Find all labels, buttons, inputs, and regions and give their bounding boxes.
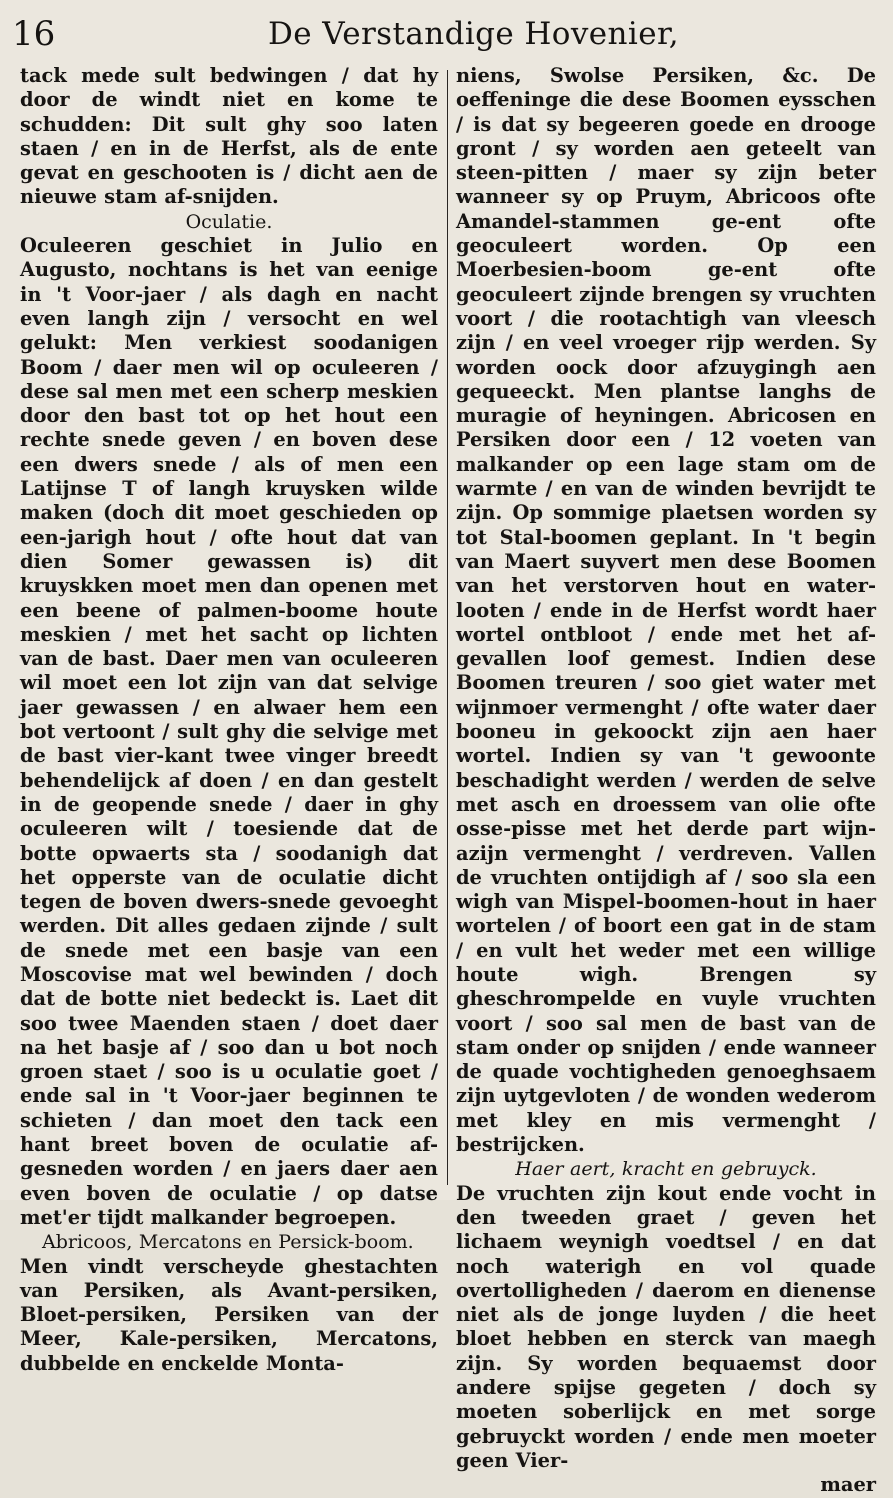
catchword: maer bbox=[820, 1473, 876, 1497]
right-column bbox=[456, 64, 876, 1497]
column-divider bbox=[447, 70, 448, 1185]
left-column bbox=[20, 64, 438, 1375]
paragraph: Oculeeren geschiet in Julio en Augusto, nochtans is het van eenige in 't Voor-jaer / als dagh en nacht even langh zijn / versocht en wel gelukt: Men verkiest soodanigen Boom / daer men wil op oculeeren / dese sal men met een scherp meskien door den bast tot op het hout een rechte snede geven / en boven dese een dwers snede / als of men een Latijnse T of langh kruysken wilde maken (doch dit moet geschieden op een-jarigh hout / ofte hout dat van dien Somer gewassen is) dit kruyskken moet men dan openen met een beene of palmen-boome houte meskien / met het sacht op lichten van de bast. Daer men van oculeeren wil moet een lot zijn van dat selvige jaer gewassen / en alwaer hem een bot vertoont / sult ghy die selvige met de bast vier-kant twee vinger breedt behendelijck af doen / en dan gestelt in de geopende snede / daer in ghy oculeeren wilt / toesiende dat de botte opwaerts sta / soodanigh dat het opperste van de oculatie dicht tegen de boven dwers-snede gevoeght werden. Dit alles gedaen zijnde / sult de snede met een basje van een Moscovise mat wel bewinden / doch dat de botte niet bedeckt is. Laet dit soo twee Maenden staen / doet daer na het basje af / soo dan u bot noch groen staet / soo is u oculatie goet / ende sal in 't Voor-jaer beginnen te schieten / dan moet den tack een hant breet boven de oculatie af-gesneden worden / en jaers daer aen even boven de oculatie / op datse met'er tijdt malkander begroepen. bbox=[20, 234, 438, 1229]
paragraph: tack mede sult bedwingen / dat hy door de windt niet en kome te schudden: Dit sult ghy soo laten staen / en in de Herfst, als de ente gevat en geschooten is / dicht aen de nieuwe stam af-snijden. bbox=[20, 64, 438, 209]
page-number: 16 bbox=[12, 14, 56, 54]
section-heading-oculatie: Oculatie. bbox=[185, 210, 273, 233]
paragraph: De vruchten zijn kout ende vocht in den tweeden graet / geven het lichaem weynigh voedtsel / en dat noch waterigh en vol quade overtolligheden / daerom en dienense niet als de jonge luyden / die heet bloet hebben en sterck van maegh zijn. Sy worden bequaemst door andere spijse gegeten / doch sy moeten soberlijck en met sorge gebruyckt worden / ende men moeter geen Vier- bbox=[456, 1181, 876, 1472]
paragraph: Men vindt verscheyde ghestachten van Persiken, als Avant-persiken, Bloet-persiken, Persiken van der Meer, Kale-persiken, Mercatons, dubbelde en enckelde Monta- bbox=[20, 1254, 438, 1375]
paragraph: niens, Swolse Persiken, &c. De oeffeninge die dese Boomen eysschen / is dat sy begeeren goede en drooge gront / sy worden aen geteelt van steen-pitten / maer sy zijn beter wanneer sy op Pruym, Abricoos ofte Amandel-stammen ge-ent ofte geoculeert worden. Op een Moerbesien-boom ge-ent ofte geoculeert zijnde brengen sy vruchten voort / die rootachtigh van vleesch zijn / en veel vroeger rijp werden. Sy worden oock door afzuygingh aen gequeeckt. Men plantse langhs de muragie of heyningen. Abricosen en Persiken door een / 12 voeten van malkander op een lage stam om de warmte / en van de winden bevrijdt te zijn. Op sommige plaetsen worden sy tot Stal-boomen geplant. In 't begin van Maert suyvert men dese Boomen van het verstorven hout en water-looten / ende in de Herfst wordt haer wortel ontbloot / ende met het af-gevallen loof gemest. Indien dese Boomen treuren / soo giet water met wijnmoer vermenght / ofte water daer booneu in gekoockt zijn aen haer wortel. Indien sy van 't gewoonte beschadight werden / werden de selve met asch en droessem van olie ofte osse-pisse met het derde part wijn-azijn vermenght / verdreven. Vallen de vruchten ontijdigh af / soo sla een wigh van Mispel-boomen-hout in haer wortelen / of boort een gat in de stam / en vult het weder met een willige houte wigh. Brengen sy gheschrompelde en vuyle vruchten voort / soo sal men de bast van de stam onder op snijden / ende wanneer de quade vochtigheden genoeghsaem zijn uytgevloten / de wonden wederom met kley en mis vermenght / bestrijcken. bbox=[456, 64, 876, 1157]
section-heading-aert: Haer aert, kracht en gebruyck. bbox=[515, 1158, 817, 1181]
section-heading-abricoos: Abricoos, Mercatons en Persick-boom. bbox=[42, 1231, 414, 1254]
running-title: De Verstandige Hovenier, bbox=[268, 16, 680, 52]
